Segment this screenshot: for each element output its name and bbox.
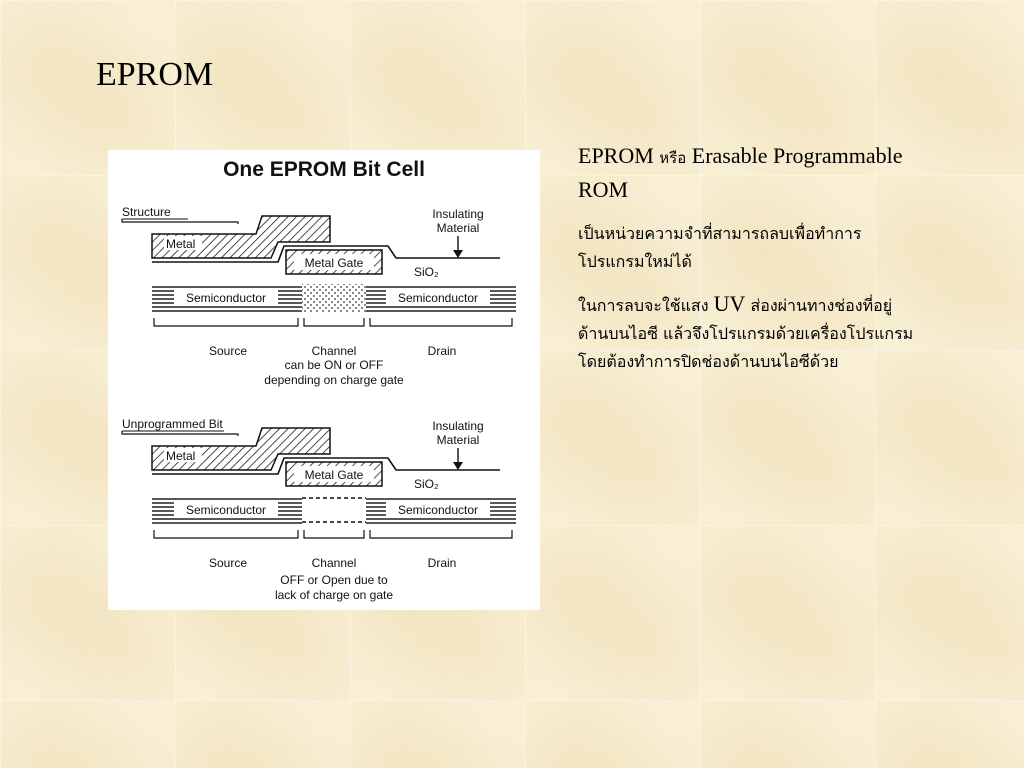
- metal-gate-label: Metal Gate: [304, 468, 364, 482]
- heading-part-1: EPROM: [578, 143, 660, 168]
- insulating-label-2: Material: [436, 221, 480, 235]
- source-label: Source: [208, 344, 248, 358]
- insulating-label-2: Material: [436, 433, 480, 447]
- channel-note-1: OFF or Open due to: [280, 573, 388, 587]
- source-label: Source: [208, 556, 248, 570]
- structure-panel: [122, 205, 516, 387]
- semiconductor-right-label: Semiconductor: [397, 503, 479, 517]
- channel-region: [302, 284, 366, 312]
- eprom-diagram: [108, 150, 540, 610]
- paragraph-2-a: ในการลบจะใช้แสง: [578, 296, 714, 315]
- panel-label: Structure: [122, 205, 171, 219]
- drain-label: Drain: [427, 556, 457, 570]
- eprom-bit-cell-figure: [108, 150, 540, 610]
- paragraph-2: [578, 290, 918, 376]
- text-column: [578, 140, 958, 390]
- heading-thai: หรือ: [659, 149, 687, 167]
- heading-part-2: Erasable Programmable ROM: [578, 143, 903, 202]
- figure-title: One EPROM Bit Cell: [223, 158, 425, 181]
- uv-term: UV: [713, 291, 746, 316]
- channel-label: Channel: [311, 556, 357, 570]
- channel-note-1: can be ON or OFF: [284, 358, 384, 372]
- semiconductor-left-label: Semiconductor: [185, 291, 267, 305]
- semiconductor-left-label: Semiconductor: [185, 503, 267, 517]
- slide-title: EPROM: [96, 56, 214, 93]
- channel-note-2: lack of charge on gate: [274, 588, 394, 602]
- insulating-label-1: Insulating: [432, 207, 484, 221]
- sio2-label: SiO₂: [414, 265, 439, 279]
- channel-note-2: depending on charge gate: [264, 373, 404, 387]
- sio2-label: SiO₂: [414, 477, 439, 491]
- unprogrammed-panel: [122, 417, 516, 602]
- drain-label: Drain: [427, 344, 457, 358]
- insulating-label-1: Insulating: [432, 419, 484, 433]
- paragraph-1: เป็นหน่วยความจำที่สามารถลบเพื่อทำการโปรแกรมใหม่ได้: [578, 224, 862, 271]
- paragraph-2-b: ส่องผ่านทางช่องที่อยู่ด้านบนไอซี แล้วจึงโปรแกรมด้วยเครื่องโปรแกรมโดยต้องทำการปิดช่องด้านบนไอซีด้วย: [578, 296, 914, 371]
- semiconductor-right-label: Semiconductor: [397, 291, 479, 305]
- channel-label: Channel: [311, 344, 357, 358]
- metal-label: Metal: [166, 449, 196, 463]
- panel-label: Unprogrammed Bit: [122, 417, 223, 431]
- metal-label: Metal: [166, 237, 196, 251]
- metal-gate-label: Metal Gate: [304, 256, 364, 270]
- content-heading: [578, 140, 958, 206]
